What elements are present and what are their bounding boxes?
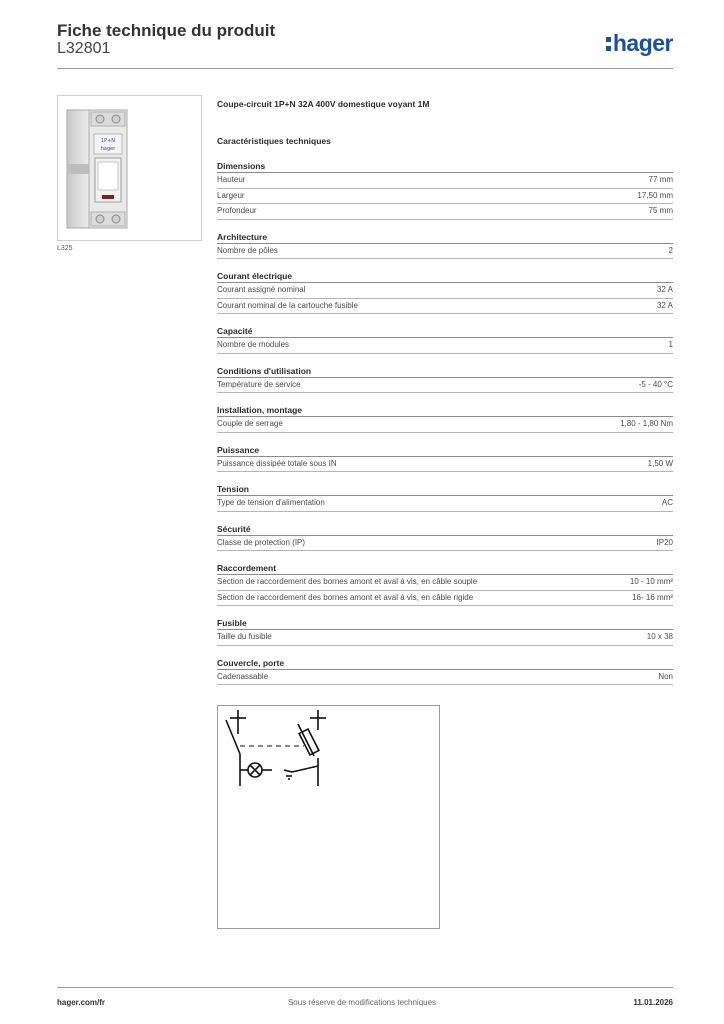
spec-label: Section de raccordement des bornes amont et aval à vis, en câble souple xyxy=(217,577,478,586)
section-heading: Capacité xyxy=(217,320,673,338)
spec-value: 10 x 38 xyxy=(646,632,673,641)
product-photo xyxy=(57,95,202,241)
section-heading: Puissance xyxy=(217,439,673,457)
spec-value: 17,50 mm xyxy=(637,190,673,200)
section-heading: Couvercle, porte xyxy=(217,652,673,670)
logo-dots-icon xyxy=(606,37,611,51)
hager-logo[interactable] xyxy=(606,30,673,57)
spec-row xyxy=(217,670,673,686)
page-header xyxy=(57,20,673,68)
spec-value: 1,50 W xyxy=(647,458,673,468)
spec-row xyxy=(217,575,673,591)
spec-value: 1,80 - 1,80 Nm xyxy=(620,419,673,428)
logo-text: hager xyxy=(612,30,673,56)
photo-label-brand: hager xyxy=(100,146,116,152)
spec-row xyxy=(217,283,673,299)
spec-value: 16- 16 mm² xyxy=(632,592,673,602)
spec-label: Profondeur xyxy=(217,206,257,215)
spec-value: 32 A xyxy=(656,285,673,294)
spec-row xyxy=(217,244,673,260)
section-heading: Raccordement xyxy=(217,557,673,575)
spec-label: Courant assigné nominal xyxy=(217,285,306,294)
section-heading: Courant électrique xyxy=(217,265,673,283)
spec-value: 32 A xyxy=(656,300,673,310)
spec-row xyxy=(217,457,673,473)
spec-value: 77 mm xyxy=(648,175,673,184)
page-title: Fiche technique du produit xyxy=(57,21,276,40)
product-description: Coupe-circuit 1P+N 32A 400V domestique voyant 1M xyxy=(217,99,430,109)
spec-row xyxy=(217,591,673,607)
section-heading: Installation, montage xyxy=(217,399,673,417)
spec-value: AC xyxy=(661,498,673,507)
spec-label: Type de tension d'alimentation xyxy=(217,498,325,507)
spec-row xyxy=(217,173,673,189)
section-heading: Fusible xyxy=(217,612,673,630)
spec-label: Section de raccordement des bornes amont et aval à vis, en câble rigide xyxy=(217,592,474,602)
section-heading: Dimensions xyxy=(217,155,673,173)
wiring-diagram-drawing xyxy=(218,706,439,928)
spec-row xyxy=(217,630,673,646)
spec-value: 10 - 10 mm² xyxy=(629,577,673,586)
section-heading: Conditions d'utilisation xyxy=(217,360,673,378)
spec-value: Non xyxy=(658,671,673,681)
footer-website-link[interactable]: hager.com/fr xyxy=(57,998,106,1007)
spec-label: Hauteur xyxy=(217,175,246,184)
spec-label: Courant nominal de la cartouche fusible xyxy=(217,300,358,310)
spec-row xyxy=(217,299,673,315)
spec-row xyxy=(217,496,673,512)
footer-notice: Sous réserve de modifications techniques xyxy=(287,998,437,1007)
spec-label: Température de service xyxy=(217,379,301,389)
spec-value: IP20 xyxy=(656,537,673,547)
spec-label: Largeur xyxy=(217,190,245,200)
spec-row xyxy=(217,417,673,433)
footer-date: 11.01.2026 xyxy=(633,998,673,1007)
characteristics-heading: Caractéristiques techniques xyxy=(217,136,331,146)
characteristics-sections xyxy=(217,155,673,685)
footer-divider xyxy=(57,987,673,988)
spec-row xyxy=(217,338,673,354)
spec-value: 1 xyxy=(668,340,673,349)
spec-label: Taille du fusible xyxy=(217,632,272,641)
spec-value: 75 mm xyxy=(648,206,673,215)
photo-caption: L325 xyxy=(57,245,73,252)
section-heading: Tension xyxy=(217,478,673,496)
section-heading: Architecture xyxy=(217,226,673,244)
spec-label: Nombre de modules xyxy=(217,340,290,349)
datasheet-content xyxy=(217,92,673,723)
photo-label-poles: 1P+N xyxy=(100,138,116,144)
product-image xyxy=(58,96,201,240)
spec-label: Couple de serrage xyxy=(217,419,283,428)
spec-label: Puissance dissipée totale sous IN xyxy=(217,458,337,468)
spec-value: -5 - 40 °C xyxy=(638,379,673,389)
spec-label: Nombre de pôles xyxy=(217,245,278,255)
product-reference: L32801 xyxy=(57,40,111,57)
header-divider xyxy=(57,68,673,69)
spec-row xyxy=(217,536,673,552)
wiring-diagram xyxy=(217,705,440,929)
spec-row xyxy=(217,189,673,205)
spec-row xyxy=(217,204,673,220)
spec-value: 2 xyxy=(668,245,673,255)
spec-label: Classe de protection (IP) xyxy=(217,537,306,547)
spec-label: Cadenassable xyxy=(217,671,269,681)
spec-row xyxy=(217,378,673,394)
section-heading: Sécurité xyxy=(217,518,673,536)
